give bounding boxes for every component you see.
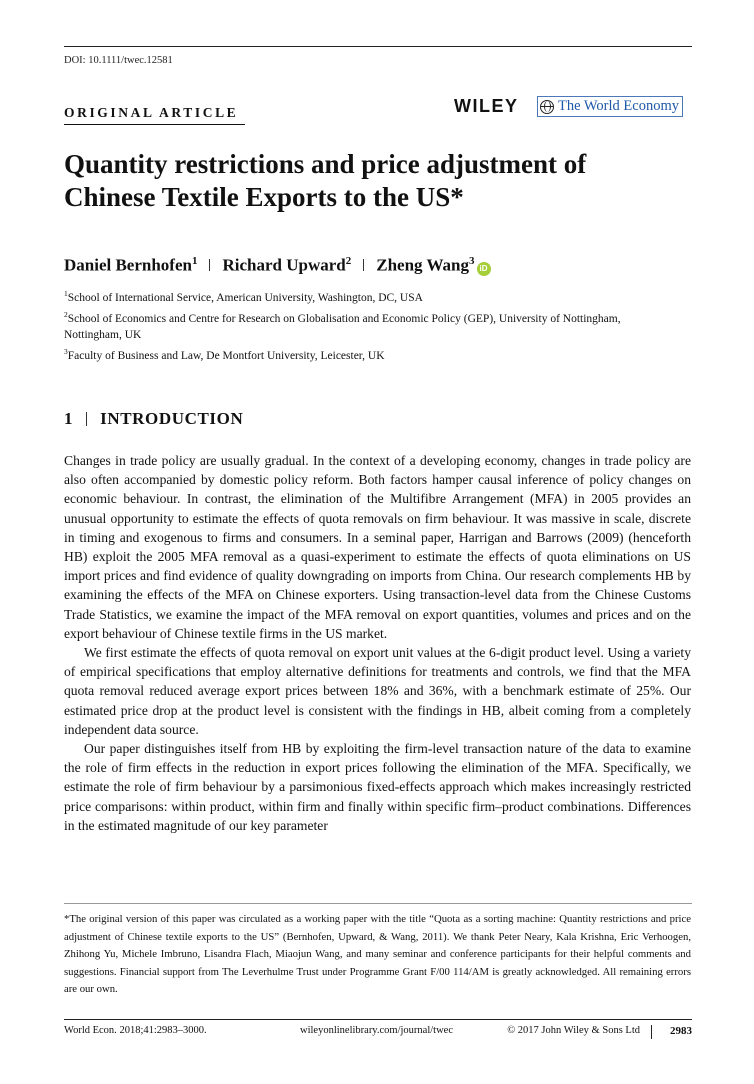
footer-separator xyxy=(651,1025,652,1039)
section-separator xyxy=(86,412,87,426)
journal-name: The World Economy xyxy=(558,98,679,114)
article-type: ORIGINAL ARTICLE xyxy=(64,105,239,120)
publisher-logo: WILEY xyxy=(454,96,519,116)
paragraph: We first estimate the effects of quota removal on export unit values at the 6-digit product level. Using a variety of empirical specifications that employ alternative definitions for treatments and controls, we find that the MFA quota removal reduced average export prices between 18% and 36%, with a benchmark estimate of 25%. Our estimated price drop at the product level is consistent with the findings in HB, albeit coming from a completely independent data source. xyxy=(64,645,691,737)
copyright: © 2017 John Wiley & Sons Ltd xyxy=(507,1025,640,1036)
paragraph: Changes in trade policy are usually gradual. In the context of a developing economy, changes in trade policy are also often accompanied by domestic policy reform. Both factors hamper causal inference of policy changes on economic behaviour. In contrast, the elimination of the Multifibre Arrangement (MFA) in 2005 provides an unusual opportunity to estimate the effects of quota removals on firm behaviour. It was massive in scale, discrete in timing and exogenous to firms and consumers. In a seminal paper, Harrigan and Barrows (2009) (henceforth HB) exploit the 2005 MFA removal as a quasi-experiment to estimate the effects of quota eliminations on US import prices and find evidence of quality downgrading on imports from China. Our research complements HB by examining the effects of the MFA on Chinese exporters. Using transaction-level data from the Chinese Customs Trade Statistics, we examine the impact of the MFA removal on export quantities, volumes and prices and on the export behaviour of Chinese textile firms in the US market. xyxy=(64,453,691,641)
footnote-rule xyxy=(64,903,692,904)
body-text xyxy=(64,451,691,835)
journal-citation: World Econ. 2018;41:2983–3000. xyxy=(64,1025,207,1036)
globe-icon xyxy=(540,100,554,114)
page-footer xyxy=(64,1025,692,1041)
author-name[interactable]: Richard Upward$^2$ xyxy=(222,255,352,275)
author-name[interactable]: Zheng Wang$^3$ xyxy=(376,255,475,275)
affiliation: $^1$School of International Service, American University, Washington, DC, USA xyxy=(64,289,423,304)
doi[interactable]: DOI: 10.1111/twec.12581 xyxy=(64,55,173,66)
paragraph: Our paper distinguishes itself from HB by exploiting the firm-level transaction nature of the data to examine the role of firm effects in the reduction in export prices following the elimination of the MFA. Specifically, we estimate the role of firm behaviour by a parsimonious fixed-effects approach which makes increasingly restricted price comparisons: within product, within firm and finally within specific firm–product combinations. Differences in the estimated magnitude of our key parameter xyxy=(64,741,691,833)
author-separator xyxy=(363,259,364,271)
author-list xyxy=(64,255,491,276)
page-number: 2983 xyxy=(670,1025,692,1037)
orcid-icon[interactable]: iD xyxy=(477,262,491,276)
affiliation: $^3$Faculty of Business and Law, De Montfort University, Leicester, UK xyxy=(64,347,385,362)
header-rule xyxy=(64,46,692,47)
section-heading: 1 INTRODUCTION xyxy=(64,409,244,428)
journal-url[interactable]: wileyonlinelibrary.com/journal/twec xyxy=(300,1025,453,1036)
footer-rule xyxy=(64,1019,692,1020)
article-type-underline xyxy=(64,124,245,125)
journal-badge[interactable] xyxy=(537,96,683,117)
author-separator xyxy=(209,259,210,271)
footnote: *The original version of this paper was circulated as a working paper with the title “Quota as a sorting machine: Quantity restrictions and price adjustment of Chinese textile exports to the US” (Bernhofen, Upward, & Wang, 2011). We thank Peter Neary, Kala Krishna, Eric Verhoogen, Zhihong Yu, Michele Imbruno, Lisandra Flach, Miaojun Wang, and many seminar and conference participants for their helpful comments and suggestions. Financial support from The Leverhulme Trust under Programme Grant F/00 114/AM is greatly acknowledged. All remaining errors are our own. xyxy=(64,913,691,996)
affiliation: $^2$School of Economics and Centre for Research on Globalisation and Economic Policy (GEP), University of Nottingham, Nottingham, UK xyxy=(64,310,621,341)
article-title: Quantity restrictions and price adjustment of Chinese Textile Exports to the US* xyxy=(64,149,587,212)
author-name[interactable]: Daniel Bernhofen$^1$ xyxy=(64,255,198,275)
